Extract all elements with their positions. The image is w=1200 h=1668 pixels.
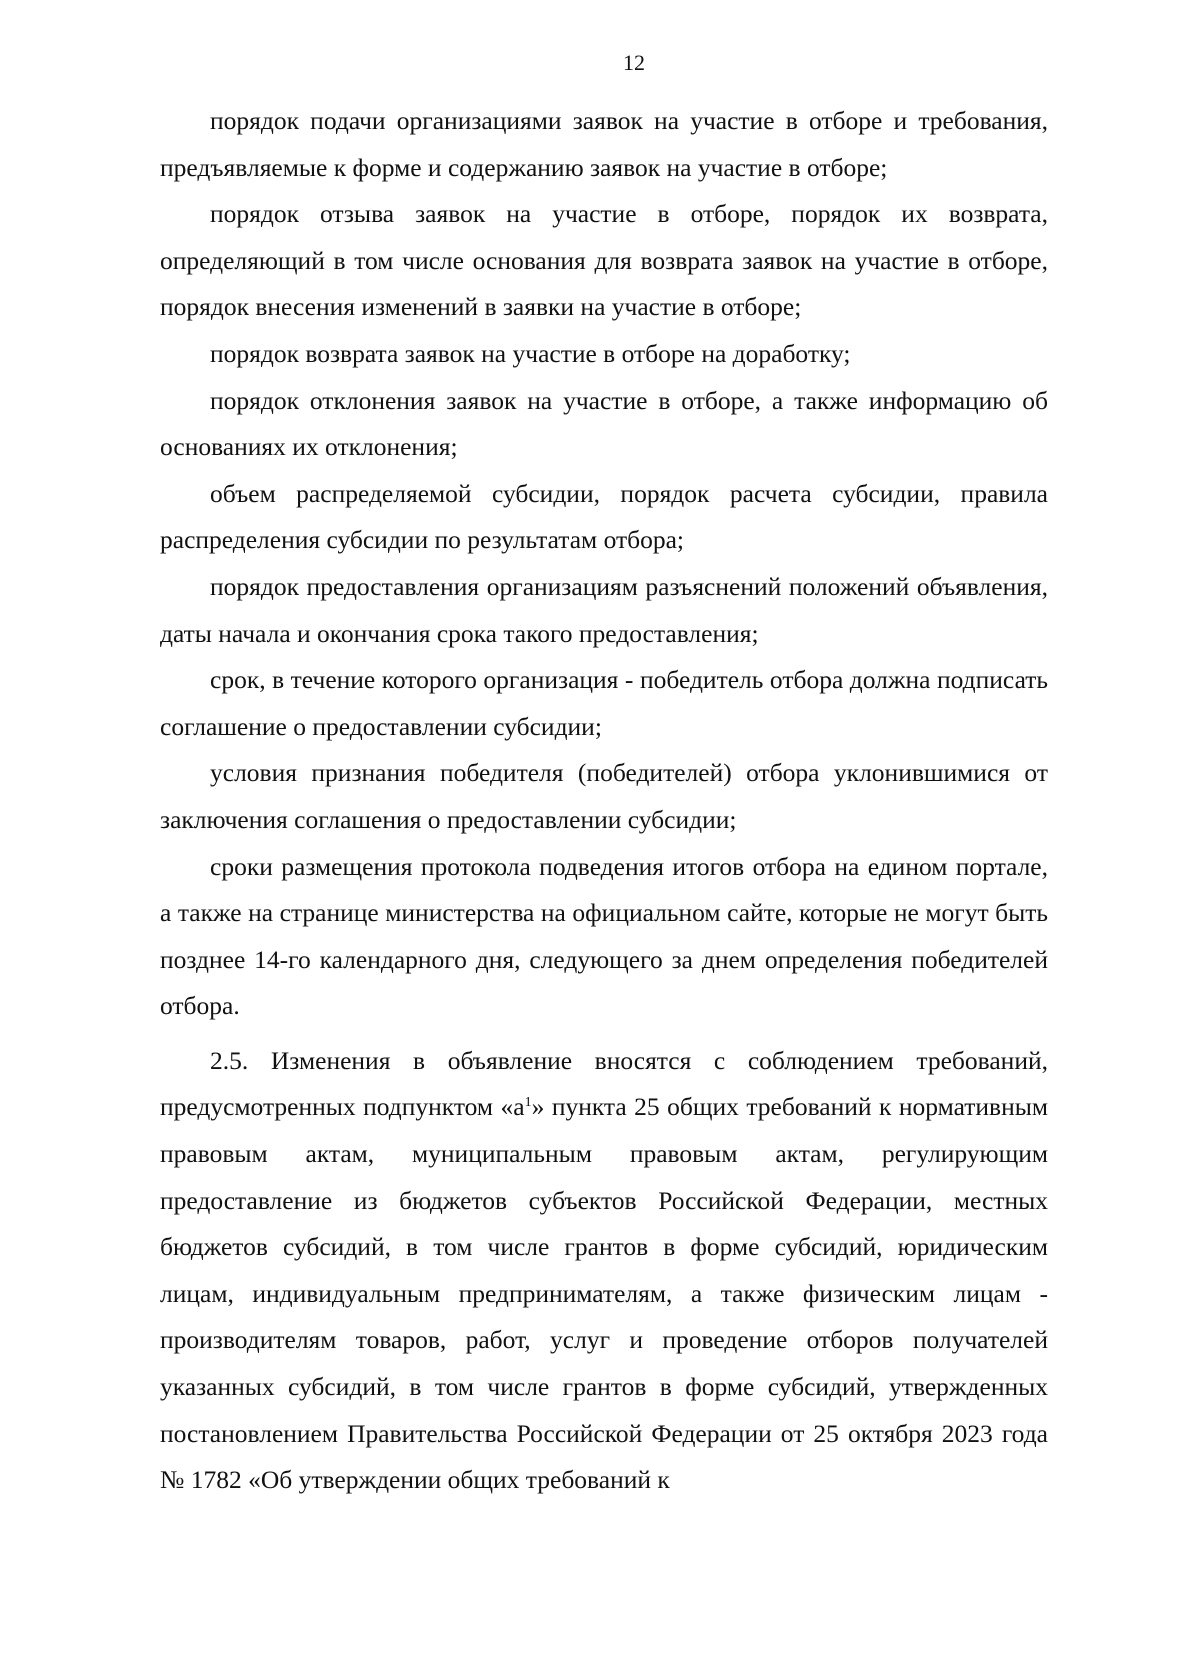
paragraph-rejection-procedure: порядок отклонения заявок на участие в отборе, а также информацию об основаниях их отклонения; bbox=[160, 385, 1048, 462]
paragraph-signing-deadline: срок, в течение которого организация - победитель отбора должна подписать соглашение о предоставлении субсидии; bbox=[160, 665, 1048, 741]
section-2-5-superscript: 1 bbox=[524, 1095, 532, 1111]
paragraph-section-2-5 bbox=[160, 1038, 1048, 1504]
paragraph-clarifications: порядок предоставления организациям разъяснений положений объявления, даты начала и окончания срока такого предоставления; bbox=[160, 571, 1048, 648]
page-number: 12 bbox=[623, 50, 645, 75]
section-2-5-text-start: 2.5. Изменения в объявление вносятся с соблюдением требований, предусмотренных подпунктом «а bbox=[160, 1045, 1048, 1122]
paragraph-evasion-conditions: условия признания победителя (победителей) отбора уклонившимися от заключения соглашения о предоставлении субсидии; bbox=[160, 758, 1048, 834]
paragraph-withdrawal-procedure: порядок отзыва заявок на участие в отборе, порядок их возврата, определяющий в том числе основания для возврата заявок на участие в отборе, порядок внесения изменений в заявки на участие в отборе; bbox=[160, 199, 1048, 322]
body-text bbox=[160, 98, 1048, 1504]
paragraph-subsidy-volume: объем распределяемой субсидии, порядок расчета субсидии, правила распределения субсидии по результатам отбора; bbox=[160, 478, 1048, 555]
paragraph-return-for-revision: порядок возврата заявок на участие в отборе на доработку; bbox=[210, 338, 851, 368]
paragraph-application-procedure: порядок подачи организациями заявок на участие в отборе и требования, предъявляемые к форме и содержанию заявок на участие в отборе; bbox=[160, 106, 1048, 182]
paragraph-protocol-publication: сроки размещения протокола подведения итогов отбора на едином портале, а также на странице министерства на официальном сайте, которые не могут быть позднее 14-го календарного дня, следующего за днем определения победителей отбора. bbox=[160, 851, 1048, 1021]
section-2-5-text-end: » пункта 25 общих требований к нормативным правовым актам, муниципальным правовым актам, регулирующим предоставление из бюджетов субъектов Российской Федерации, местных бюджетов субсидий, в том числе грантов в форме субсидий, юридическим лицам, индивидуальным предпринимателям, а также физическим лицам - производителям товаров, работ, услуг и проведение отборов получателей указанных субсидий, в том числе грантов в форме субсидий, утвержденных постановлением Правительства Российской Федерации от 25 октября 2023 года № 1782 «Об утверждении общих требований к bbox=[160, 1092, 1048, 1495]
